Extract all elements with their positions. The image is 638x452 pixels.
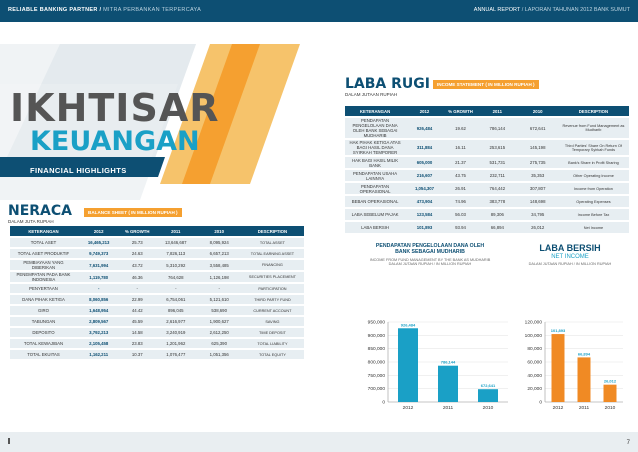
neraca-cell: 1,076,477 xyxy=(154,350,197,359)
neraca-cell: 44.42 xyxy=(120,306,154,315)
laba-row xyxy=(345,222,629,233)
neraca-cell: TIME DEPOSIT xyxy=(241,328,304,337)
laba-cell: 672,641 xyxy=(518,118,558,138)
chart2-sub: DALAM JUTAAN RUPIAH / IN MILLION RUPIAH xyxy=(528,262,612,266)
laba-cell: Income from Operation xyxy=(558,183,629,194)
y-tick-label: 120,000 xyxy=(524,320,542,326)
bar-value-label: 66,894 xyxy=(577,351,591,357)
neraca-cell: 8,095,924 xyxy=(198,238,241,247)
laba-cell: 34,795 xyxy=(518,209,558,220)
neraca-cell: 14.58 xyxy=(120,328,154,337)
chart1-title xyxy=(355,243,505,255)
neraca-col-2012: 2012 xyxy=(77,226,120,236)
neraca-row xyxy=(10,328,304,337)
neraca-cell: SAVING xyxy=(241,317,304,326)
neraca-cell: 1,900,627 xyxy=(198,317,241,326)
neraca-row xyxy=(10,306,304,315)
chart2-svg xyxy=(515,312,630,412)
labarugi-table xyxy=(345,104,629,235)
laba-cell: 43.75 xyxy=(444,170,477,181)
laba-row xyxy=(345,140,629,155)
neraca-cell: DEPOSITO xyxy=(10,328,77,337)
neraca-cell: 538,690 xyxy=(198,306,241,315)
neraca-cell: TOTAL LIABILITY xyxy=(241,339,304,348)
chart1-sub-line2: DALAM JUTAAN RUPIAH / IN MILLION RUPIAH xyxy=(388,262,472,266)
neraca-cell: FINANCING xyxy=(241,260,304,270)
neraca-cell: - xyxy=(198,284,241,293)
header-report-label: ANNUAL REPORT xyxy=(473,7,521,13)
labarugi-col-2010: 2010 xyxy=(518,106,558,116)
laba-cell: 93.94 xyxy=(444,222,477,233)
x-tick-label: 2011 xyxy=(578,406,590,411)
neraca-table xyxy=(10,224,304,361)
laba-cell: 26,012 xyxy=(518,222,558,233)
laba-cell: 786,144 xyxy=(477,118,517,138)
neraca-box: BALANCE SHEET ( IN MILLION RUPIAH ) xyxy=(84,208,182,217)
y-tick-label: 80,000 xyxy=(527,347,542,353)
neraca-cell: 6,657,213 xyxy=(198,249,241,258)
neraca-cell: TOTAL ASET PRODUKTIF xyxy=(10,249,77,258)
laba-cell: 307,807 xyxy=(518,183,558,194)
neraca-cell: 896,045 xyxy=(154,306,197,315)
neraca-cell: 7,826,113 xyxy=(154,249,197,258)
neraca-cell: 1,201,962 xyxy=(154,339,197,348)
laba-cell: HAK PIHAK KETIGA ATAS BAGI HASIL DANA SYIRKAH TEMPORER xyxy=(345,140,405,155)
neraca-cell: 45.59 xyxy=(120,317,154,326)
neraca-cell: 2,616,977 xyxy=(154,317,197,326)
x-tick-label: 2010 xyxy=(482,406,494,411)
neraca-cell: DANA PIHAK KETIGA xyxy=(10,295,77,304)
neraca-col-growth: % GROWTH xyxy=(120,226,154,236)
neraca-cell: 22.99 xyxy=(120,295,154,304)
neraca-cell: 764,628 xyxy=(154,272,197,282)
neraca-cell: 10.37 xyxy=(120,350,154,359)
bar-value-label: 926,484 xyxy=(400,322,416,328)
laba-cell: LABA SEBELUM PAJAK xyxy=(345,209,405,220)
neraca-title: NERACA xyxy=(8,203,73,219)
laba-cell: 26.91 xyxy=(444,183,477,194)
laba-cell: 19.62 xyxy=(444,118,477,138)
laba-cell: PENDAPATAN PENGELOLAAN DANA OLEH BANK SEBAGAI MUDHARIB xyxy=(345,118,405,138)
neraca-cell: 16,465,213 xyxy=(77,238,120,247)
neraca-cell: GIRO xyxy=(10,306,77,315)
neraca-sub: DALAM JUTA RUPIAH xyxy=(8,219,54,224)
bar-2012 xyxy=(552,334,565,402)
laba-cell: Other Operating Income xyxy=(558,170,629,181)
footer-bar xyxy=(0,432,638,452)
laba-cell: 764,442 xyxy=(477,183,517,194)
bar-value-label: 672,641 xyxy=(480,383,496,389)
laba-cell: 123,584 xyxy=(405,209,444,220)
y-tick-label: 0 xyxy=(539,400,542,406)
neraca-cell: 1,126,198 xyxy=(198,272,241,282)
neraca-cell: SECURITIES PLACEMENT xyxy=(241,272,304,282)
neraca-row xyxy=(10,284,304,293)
laba-cell: Operating Expenses xyxy=(558,196,629,207)
bar-value-label: 101,893 xyxy=(550,328,566,334)
neraca-cell: 2,809,567 xyxy=(77,317,120,326)
laba-cell: 216,607 xyxy=(405,170,444,181)
neraca-row xyxy=(10,272,304,282)
page-number: 7 xyxy=(626,440,630,446)
page-title-line2: KEUANGAN xyxy=(30,126,200,157)
neraca-cell: 13,646,687 xyxy=(154,238,197,247)
y-tick-label: 60,000 xyxy=(527,360,542,366)
x-tick-label: 2010 xyxy=(604,406,616,411)
laba-cell: 473,904 xyxy=(405,196,444,207)
neraca-cell: 9,749,373 xyxy=(77,249,120,258)
laba-cell: 16.11 xyxy=(444,140,477,155)
laba-cell: Bank's Share in Profit Sharing xyxy=(558,157,629,168)
page-title-english: FINANCIAL HIGHLIGHTS xyxy=(30,166,127,175)
header-tagline-id: MITRA PERBANKAN TERPERCAYA xyxy=(103,7,202,13)
chart1-subtitle xyxy=(345,258,515,266)
neraca-cell: PENEMPATAN PADA BANK INDONESIA xyxy=(10,272,77,282)
bar-value-label: 786,144 xyxy=(440,359,456,365)
y-tick-label: 40,000 xyxy=(527,373,542,379)
y-tick-label: 100,000 xyxy=(524,333,542,339)
laba-cell: 145,198 xyxy=(518,140,558,155)
laba-cell: 275,735 xyxy=(518,157,558,168)
neraca-cell: 7,631,994 xyxy=(77,260,120,270)
laba-cell: HAK BAGI HASIL MILIK BANK xyxy=(345,157,405,168)
neraca-cell: 43.72 xyxy=(120,260,154,270)
neraca-row xyxy=(10,249,304,258)
labarugi-col-2012: 2012 xyxy=(405,106,444,116)
y-tick-label: 900,000 xyxy=(367,333,385,339)
neraca-cell: 5,310,292 xyxy=(154,260,197,270)
labarugi-title: LABA RUGI xyxy=(345,76,430,92)
neraca-cell: 8,060,856 xyxy=(77,295,120,304)
bar-2010 xyxy=(604,385,617,402)
chart1-title-line1: PENDAPATAN PENGELOLAAN DANA OLEH xyxy=(375,243,485,249)
laba-cell: BEBAN OPERASIONAL xyxy=(345,196,405,207)
laba-row xyxy=(345,118,629,138)
laba-cell: 148,698 xyxy=(518,196,558,207)
labarugi-col-description: DESCRIPTION xyxy=(558,106,629,116)
neraca-cell: 1,648,954 xyxy=(77,306,120,315)
neraca-cell: TOTAL EARNING ASSET xyxy=(241,249,304,258)
neraca-cell: 3,558,485 xyxy=(198,260,241,270)
laba-cell: 926,484 xyxy=(405,118,444,138)
laba-cell: 35,353 xyxy=(518,170,558,181)
neraca-cell: TOTAL EQUITY xyxy=(241,350,304,359)
neraca-cell: TOTAL ASSET xyxy=(241,238,304,247)
y-tick-label: 750,000 xyxy=(367,373,385,379)
neraca-col-2010: 2010 xyxy=(198,226,241,236)
laba-row xyxy=(345,183,629,194)
chart1-title-line2: BANK SEBAGAI MUDHARIB xyxy=(395,249,465,255)
laba-cell: 89,306 xyxy=(477,209,517,220)
neraca-cell: THIRD PARTY FUND xyxy=(241,295,304,304)
neraca-cell: PARTICIPATION xyxy=(241,284,304,293)
header-tagline: RELIABLE BANKING PARTNER xyxy=(8,7,98,13)
chart1-svg xyxy=(340,312,520,412)
neraca-cell: TOTAL KEWAJIBAN xyxy=(10,339,77,348)
y-tick-label: 850,000 xyxy=(367,347,385,353)
laba-cell: Net Income xyxy=(558,222,629,233)
laba-cell: 101,893 xyxy=(405,222,444,233)
laba-cell: Income Before Tax xyxy=(558,209,629,220)
laba-row xyxy=(345,157,629,168)
chart2-subtitle: NET INCOME xyxy=(551,254,589,260)
laba-cell: 74.96 xyxy=(444,196,477,207)
chart1-sub-line1: INCOME FROM FUND MANAGEMENT BY THE BANK AS MUDHARIB xyxy=(369,258,491,262)
neraca-row xyxy=(10,295,304,304)
neraca-cell: PEMBIAYAAN YANG DIBERIKAN xyxy=(10,260,77,270)
laba-cell: 383,778 xyxy=(477,196,517,207)
neraca-cell: 6,754,061 xyxy=(154,295,197,304)
neraca-cell: PENYERTAAN xyxy=(10,284,77,293)
neraca-cell: TABUNGAN xyxy=(10,317,77,326)
neraca-cell: 3,240,919 xyxy=(154,328,197,337)
laba-cell: 232,711 xyxy=(477,170,517,181)
neraca-row xyxy=(10,238,304,247)
x-tick-label: 2012 xyxy=(552,406,564,411)
labarugi-box: INCOME STATEMENT ( IN MILLION RUPIAH ) xyxy=(433,80,539,89)
neraca-cell: TOTAL ASET xyxy=(10,238,77,247)
neraca-cell: 625,390 xyxy=(198,339,241,348)
laba-cell: 531,731 xyxy=(477,157,517,168)
laba-cell: 56.03 xyxy=(444,209,477,220)
header-separator: / xyxy=(99,7,102,13)
neraca-cell: 46.36 xyxy=(120,272,154,282)
neraca-cell: 25.73 xyxy=(120,238,154,247)
neraca-row xyxy=(10,350,304,359)
labarugi-col-growth: % GROWTH xyxy=(444,106,477,116)
neraca-row xyxy=(10,317,304,326)
laba-row xyxy=(345,170,629,181)
footer-left-mark xyxy=(8,438,10,444)
neraca-row xyxy=(10,339,304,348)
laba-cell: 66,894 xyxy=(477,222,517,233)
chart2-title: LABA BERSIH xyxy=(539,243,601,253)
bar-2011 xyxy=(578,357,591,402)
neraca-cell: 24.63 xyxy=(120,249,154,258)
neraca-cell: 2,612,250 xyxy=(198,328,241,337)
neraca-cell: - xyxy=(154,284,197,293)
neraca-col-keterangan: KETERANGAN xyxy=(10,226,77,236)
x-tick-label: 2011 xyxy=(442,406,454,411)
laba-cell: 1,054,307 xyxy=(405,183,444,194)
laba-row xyxy=(345,209,629,220)
y-tick-label: 20,000 xyxy=(527,387,542,393)
neraca-cell: CURRENT ACCOUNT xyxy=(241,306,304,315)
neraca-cell: 5,121,610 xyxy=(198,295,241,304)
laba-cell: 311,884 xyxy=(405,140,444,155)
x-tick-label: 2012 xyxy=(402,406,414,411)
neraca-col-description: DESCRIPTION xyxy=(241,226,304,236)
top-header-bar xyxy=(0,0,638,22)
neraca-cell: 2,105,458 xyxy=(77,339,120,348)
neraca-col-2011: 2011 xyxy=(154,226,197,236)
laba-cell: LABA BERSIH xyxy=(345,222,405,233)
laba-cell: Third Parties' Share On Return Of Temporary Syirkah Funds xyxy=(558,140,629,155)
neraca-cell: 1,051,356 xyxy=(198,350,241,359)
laba-cell: 21.37 xyxy=(444,157,477,168)
bar-value-label: 26,012 xyxy=(603,378,617,384)
laba-cell: 605,000 xyxy=(405,157,444,168)
header-right xyxy=(474,7,630,13)
header-report-sub: / LAPORAN TAHUNAN 2012 BANK SUMUT xyxy=(521,7,630,13)
neraca-cell: 1,162,211 xyxy=(77,350,120,359)
neraca-header-row xyxy=(10,226,304,236)
y-tick-label: 700,000 xyxy=(367,387,385,393)
neraca-cell: 23.83 xyxy=(120,339,154,348)
labarugi-col-keterangan: KETERANGAN xyxy=(345,106,405,116)
y-tick-label: 950,000 xyxy=(367,320,385,326)
page-title-line1: IKHTISAR xyxy=(10,86,220,130)
neraca-cell: 1,119,780 xyxy=(77,272,120,282)
header-left xyxy=(8,7,201,13)
laba-cell: Revenue from Fund Management as Mudharib xyxy=(558,118,629,138)
neraca-cell: TOTAL EKUITAS xyxy=(10,350,77,359)
y-tick-label: 0 xyxy=(382,400,385,406)
bar-2011 xyxy=(438,366,458,402)
bar-2012 xyxy=(398,328,418,402)
neraca-row xyxy=(10,260,304,270)
neraca-cell: 3,792,213 xyxy=(77,328,120,337)
neraca-cell: - xyxy=(120,284,154,293)
labarugi-col-2011: 2011 xyxy=(477,106,517,116)
bar-2010 xyxy=(478,389,498,402)
laba-cell: 253,615 xyxy=(477,140,517,155)
labarugi-header-row xyxy=(345,106,629,116)
neraca-cell: - xyxy=(77,284,120,293)
laba-cell: PENDAPATAN USAHA LAINNYA xyxy=(345,170,405,181)
laba-cell: PENDAPATAN OPERASIONAL xyxy=(345,183,405,194)
y-tick-label: 800,000 xyxy=(367,360,385,366)
labarugi-sub: DALAM JUTAAN RUPIAH xyxy=(345,92,398,97)
laba-row xyxy=(345,196,629,207)
